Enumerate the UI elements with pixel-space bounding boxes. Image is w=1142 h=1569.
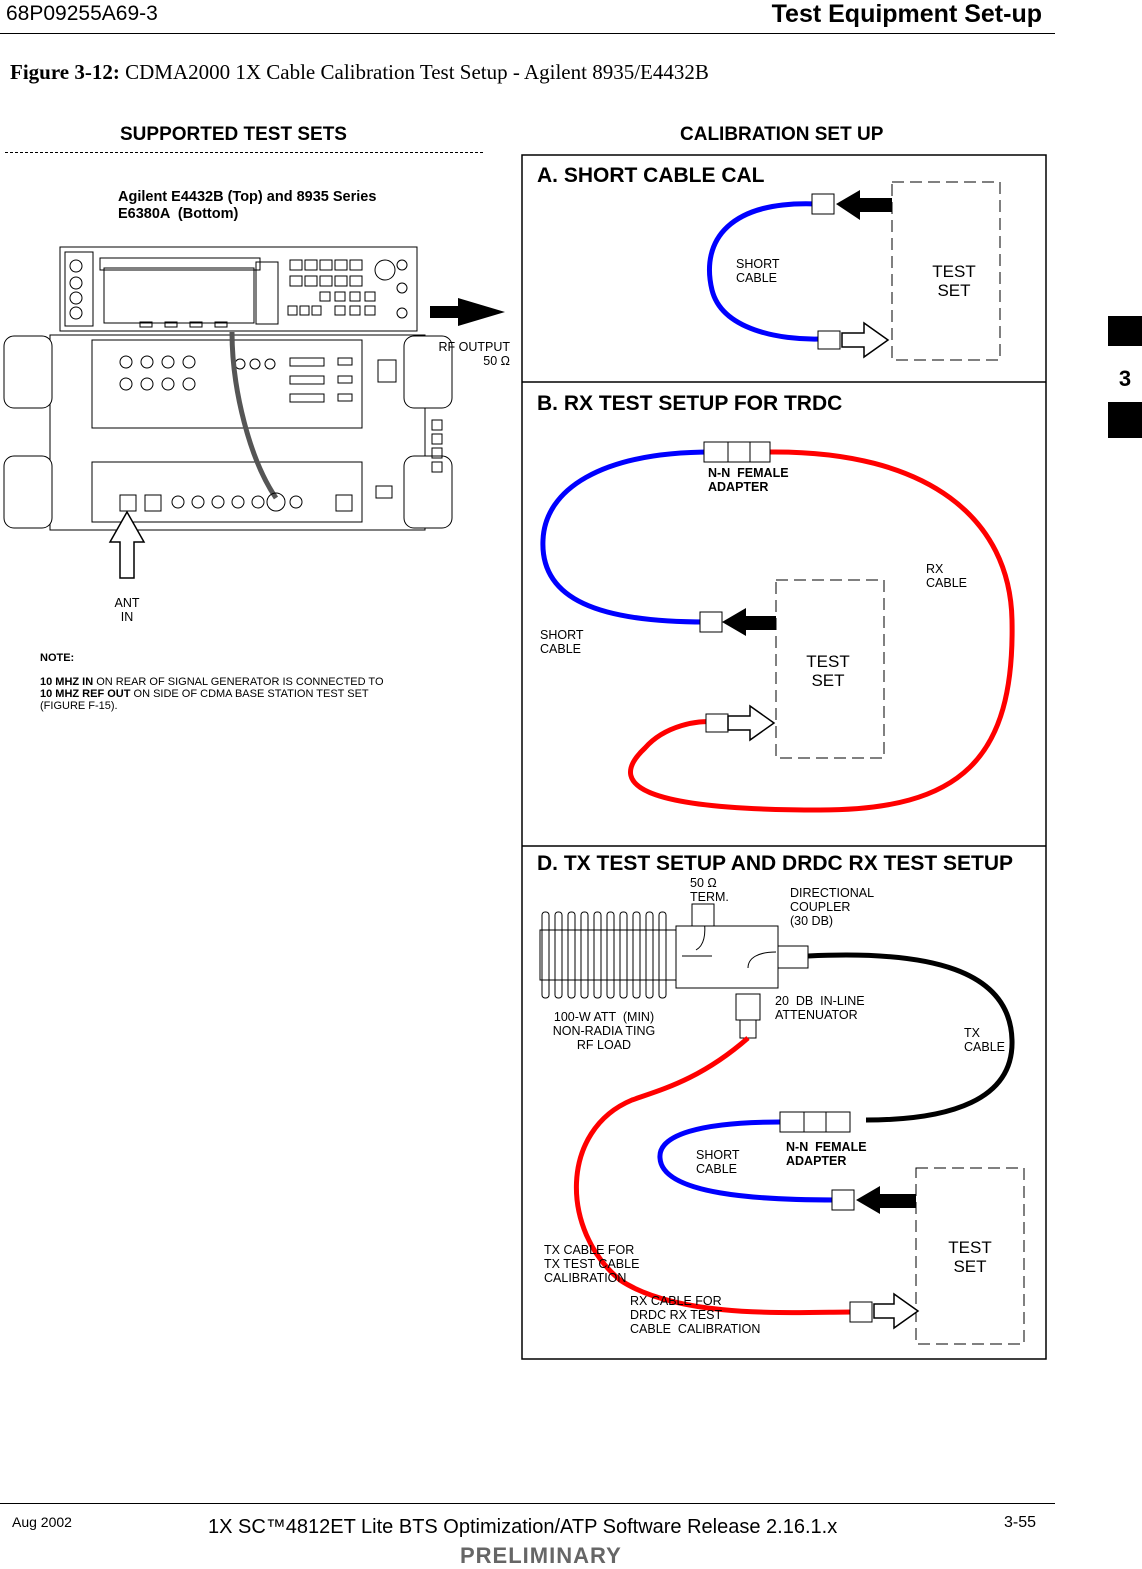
arrow-in-a xyxy=(836,190,892,220)
connector-d-top xyxy=(832,1190,854,1210)
panel-d-load-label: 100-W ATT (MIN) NON-RADIA TING RF LOAD xyxy=(552,1010,656,1052)
connector-a-bottom xyxy=(818,331,840,349)
rf-output-label: RF OUTPUT 50 Ω xyxy=(438,340,510,368)
arrow-out-d xyxy=(874,1294,918,1328)
panel-b-test-set-label: TEST SET xyxy=(806,652,850,690)
footer-status: PRELIMINARY xyxy=(460,1543,622,1568)
panel-b-rx-label: RX CABLE xyxy=(926,562,967,590)
figure-text: CDMA2000 1X Cable Calibration Test Setup - Agilent 8935/E4432B xyxy=(125,60,709,84)
nn-adapter-b xyxy=(704,442,770,462)
note-bold-2: 10 MHZ REF OUT xyxy=(40,688,131,700)
figure-label: Figure 3-12: xyxy=(10,60,120,84)
rx-cable-b xyxy=(630,452,1012,810)
panel-b-title: B. RX TEST SETUP FOR TRDC xyxy=(537,392,843,415)
footer-rule xyxy=(0,1503,1055,1504)
panel-d-coupler-label: DIRECTIONAL COUPLER (30 DB) xyxy=(790,886,875,928)
footer-page: 3-55 xyxy=(1003,1514,1036,1531)
footer-title: 1X SC™4812ET Lite BTS Optimization/ATP Software Release 2.16.1.x xyxy=(208,1516,838,1538)
panel-d-short-label: SHORT CABLE xyxy=(696,1148,740,1176)
connector-d-bottom xyxy=(850,1302,872,1322)
panel-d-tx-cal-label: TX CABLE FOR TX TEST CABLE CALIBRATION xyxy=(544,1243,640,1285)
ant-in-label: ANT IN xyxy=(114,596,140,624)
panel-d-test-set-label: TEST SET xyxy=(948,1238,992,1276)
note-text-3: (FIGURE F-15). xyxy=(40,700,118,712)
supported-test-sets-heading: SUPPORTED TEST SETS xyxy=(120,124,347,145)
equipment-title: Agilent E4432B (Top) and 8935 Series E6380A (Bottom) xyxy=(118,189,377,222)
panel-a-title: A. SHORT CABLE CAL xyxy=(537,164,765,187)
side-tab-top xyxy=(1108,316,1142,346)
panel-d-term-label: 50 Ω TERM. xyxy=(690,876,729,904)
footer-date: Aug 2002 xyxy=(12,1514,72,1530)
calibration-setup-heading: CALIBRATION SET UP xyxy=(680,124,884,145)
panel-b-adapter-label: N-N FEMALE ADAPTER xyxy=(708,466,789,494)
directional-coupler xyxy=(676,926,778,988)
connector-b-bottom xyxy=(706,714,728,732)
side-tab-number: 3 xyxy=(1118,366,1132,391)
panel-b-short-label: SHORT CABLE xyxy=(540,628,584,656)
short-cable-b xyxy=(543,452,712,622)
arrow-in-d xyxy=(856,1186,916,1214)
panel-a-cable-label: SHORT CABLE xyxy=(736,257,780,285)
note-title: NOTE: xyxy=(40,652,75,664)
panel-d-title: D. TX TEST SETUP AND DRDC RX TEST SETUP xyxy=(537,852,1014,875)
arrow-out-b xyxy=(728,706,774,740)
panel-d-adapter-label: N-N FEMALE ADAPTER xyxy=(786,1140,867,1168)
connector-a-top xyxy=(812,194,834,214)
panel-d-rx-cal-label: RX CABLE FOR DRDC RX TEST CABLE CALIBRATION xyxy=(630,1294,761,1336)
arrow-in-b xyxy=(722,608,776,636)
doc-number: 68P09255A69-3 xyxy=(6,2,158,25)
attenuator xyxy=(736,994,760,1020)
note-text-2: ON SIDE OF CDMA BASE STATION TEST SET xyxy=(130,688,369,700)
arrow-out-a xyxy=(842,323,888,357)
nn-adapter-d xyxy=(780,1112,850,1132)
panel-a-test-set-label: TEST SET xyxy=(932,262,976,300)
coupler-output-connector xyxy=(778,946,808,968)
panel-d-tx-label: TX CABLE xyxy=(964,1026,1005,1054)
panel-d-attenuator-label: 20 DB IN-LINE ATTENUATOR xyxy=(775,994,865,1022)
attenuator-connector xyxy=(740,1020,756,1038)
connector-b-top xyxy=(700,612,722,632)
section-title: Test Equipment Set-up xyxy=(771,0,1042,28)
note-bold-1: 10 MHZ IN xyxy=(40,676,94,688)
note-text-1: ON REAR OF SIGNAL GENERATOR IS CONNECTED TO xyxy=(93,676,384,688)
term-50ohm xyxy=(692,904,714,926)
side-tab-bottom xyxy=(1108,402,1142,438)
rf-load xyxy=(540,912,678,998)
